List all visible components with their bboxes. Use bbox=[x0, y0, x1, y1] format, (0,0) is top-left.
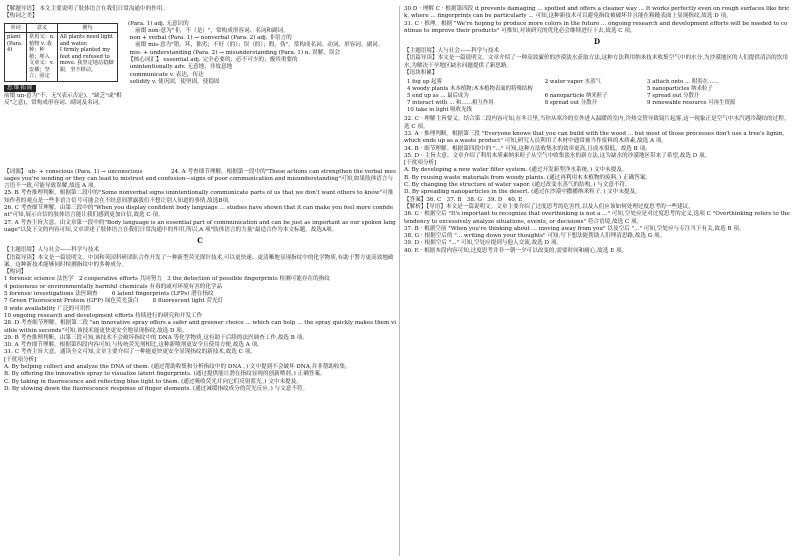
chunk-cell: 4 woody plants 木本植物;木本植物表面的特殊结构 bbox=[407, 86, 533, 93]
chunk-table bbox=[404, 79, 784, 114]
chunk-cell bbox=[644, 107, 784, 114]
chunk-cell: 9 renewable resource 可再生资源 bbox=[647, 100, 736, 107]
vocab-meanings: 常用义：n. 植物 v. 栽种；种植；埋入 文章义：v. 安插；坚立；固定 bbox=[27, 33, 58, 82]
chunk-cell: 5 nanoparticles 纳米粒子 bbox=[647, 86, 713, 93]
vocabulary-table-header bbox=[5, 23, 118, 33]
chunk-cell: 3 attach onto ... 附着在…… bbox=[647, 79, 719, 86]
chunk-cell: 6 nanoparticle 纳米粒子 bbox=[544, 93, 608, 100]
vocab-word: plant (Para. 4) bbox=[5, 33, 27, 82]
chunk-cell: 2 water vapor 水蒸气 bbox=[544, 79, 601, 86]
vocabulary-table bbox=[4, 23, 118, 82]
chunk-cell: 5 end up as ... 最后成为 bbox=[407, 93, 469, 100]
answers-seven-choose-five: 【答案】36. C 37. B 38. G 39. D 40. E 【解析】【导语】本文是一篇说明文。文章主要介绍了过度思考的危害性,以及人们应该如何处理过度思考的一些建议。 36. C · 根据空后 "It's important to recognize that overthinking is not a ..." 可知,空处应是对过度思考的定义,选项 C "Overthinking refers to the tendency to excessively analyze situations, events, or decisions" 符合语境,故选 C 项。 37. B · 根据空前 "When you're thinking about ... moving away from you" 以及空后 "..." 可知,空处应与专注当下有关,故选 B 项。 38. G · 根据空后的 "... writing down your thoughts" 可知,写下想法能帮助人们理清思路,故选 G 项。 39. D · 根据空后 "..." 可知,空处应提到与他人交流,故选 D 项。 40. E · 根据本段内容可知,过度思考并非一朝一夕可以改变的,需要时间和耐心,故选 E 项。 bbox=[404, 196, 790, 254]
chunk-cell: 8 spread out 分散开 bbox=[544, 100, 597, 107]
chunk-row bbox=[404, 107, 784, 114]
answers-top-right: 30 D · 理解 C · 根据第四段 it prevents damaging ... spotted and offers a cleaner way ... It works perfectly even on rough surfaces like brick, where ... fingerprints can be particularly ... 可知,这种新技术可以避免指纹被破坏并且能在粗糙表面上显现指纹,故选 D 项。 31. C · 推理。根据 "We're hoping to produce more colors in the future ... ongoing research and development efforts will be needed to continue to improve their products" 可推知,对该研究的优化必会继续进行下去,故选 C 项。 bbox=[404, 6, 790, 34]
vocabulary-table-wrapper bbox=[4, 21, 122, 169]
word-formation-notes bbox=[128, 21, 396, 169]
topic-d: 【主题语境】人与社会——科学与技术 【语篇导读】本文是一篇说明文。文章介绍了一种高效廉价的沙漠淡水获取方法,这种方法利用纳米技术收集空气中的水分,为沙漠地区的人们提供清洁的饮用水,为解决干旱地区缺水问题提供了新思路。 【语块积累】 bbox=[404, 48, 788, 77]
vocabulary-block bbox=[4, 21, 396, 169]
column-divider bbox=[399, 6, 400, 556]
topic-c: 【主题语境】人与社会——科学与技术 【语篇导读】本文是一篇说明文。中国和英国科研团队合作开发了一种新型荧光探针技术,可以更快速、更清晰地显现指纹中的化学物质,有助于警方更高效地破案。这种新技术能够同时检测指纹中的多种成分。 【构词】 bbox=[4, 247, 394, 276]
chunk-cell: 7 interact with ... 和……相互作用 bbox=[407, 100, 494, 107]
vocabulary-table-row bbox=[5, 33, 118, 82]
vocab-examples: All plants need light and water. I firmly planted my feet and refused to move. 我坚定地站稳脚跟，坚不移动。 bbox=[57, 33, 117, 82]
intro-text: 【解题导语】 本文主要说明了肢体语言在我们日常沟通中的作用。 【构词之美】 bbox=[4, 6, 168, 20]
section-stamp: 思维拓展 bbox=[4, 85, 36, 92]
answers-part-b: 【词源】 uh- + conscious (Para. 1) → unconscious 24. A 考查细节理解。根据第一段中的"These actions can strengthen the verbal messages you're sending or they can lead to mistrust and confusion—signs of poor communication and misunderstanding"可知,如果肢体语言与言语不一致,可能导致误解,故选 A 项。 25. B 考查推理判断。根据第二段中的"Some nonverbal signs unintentionally communicate parts of us that we don't want others to know"可推知作者的观点是一些非语言信号可能会在不经意间泄露我们不想让别人知道的事情,故选B项。 26. C 考查细节理解。由第三段中的"When you display confident body language ... studies have shown that it can make you feel more confident"可知,展示自信的肢体语言能让我们感到更加自信,故选 C 项。 27. A 考查主旨大意。由文章第一段中的"Body language is an essential part of communication and can be just as important as our spoken language"以及下文的内容可知,文章讲述了肢体语言在我们日常沟通中的作用,所以,A 项"肢体语言的力量"最适合作为本文标题。故选A项。 bbox=[4, 168, 396, 233]
section-letter-d: D bbox=[593, 37, 601, 47]
left-column bbox=[4, 6, 396, 556]
answers-c: 28. D 考查细节理解。根据第二段 "an innovative spray offers a safer and greener choice ... which can help ... the spray quickly makes them visible within seconds"可知,该技术能更快更安全地显现指纹,故选 D 项。 29. B 考查推理判断。由第三段可知,该技术不会破坏指纹中的 DNA 等化学物质,这有助于后续的法医调查工作,故选 B 项。 30. A 考查细节理解。根据第四段内容可知,与传统荧光剂相比,这种新喷剂更安全且使用方便,故选 A 项。 31. C 考查主旨大意。通读全文可知,文章主要介绍了一种能更快更安全显现指纹的新技术,故选 C 项。 bbox=[4, 320, 397, 356]
header-word: 单词 bbox=[5, 23, 27, 33]
chunk-cell: 10 take in light 吸收光线 bbox=[407, 107, 472, 114]
right-column bbox=[404, 6, 790, 556]
chunk-cell bbox=[542, 107, 644, 114]
prefix-note: 前缀 un-意为"不，无"(表示否定)，"缺乏"或"相反"之意)，常构成形容词、副词及名词。 bbox=[4, 92, 122, 107]
chunk-cell: 7 spread out 分散开 bbox=[647, 93, 700, 100]
terms-c: 1 forensic science 法医学 2 cooperative efforts 共同努力 3 the detection of possible fingerprints 检测可能存在的指纹 4 poisonous or environmentally harmful chemicals 有毒的或对环境有害的化学品 5 forensic investigations 法医调查 6 latent fingerprints (LFPs) 潜在指纹 7 Green Fluorescent Protein (GFP) 绿色荧光蛋白 8 fluorescent light 荧光灯 9 wide availability 广泛的可用性 10 ongoing research and development efforts 持续进行的研究和开发工作 bbox=[4, 276, 330, 319]
header-meaning: 意义 bbox=[27, 23, 58, 33]
word-formation-text: (Para. 1) adj. 无意识的 前缀 non-意为"非，不（是）"，常构成形容词、名词和副词。 non + verbal (Para. 1) → nonverbal (Para. 2) adj. 非语言的 前缀 mis-意为"错，坏，拙劣；不好（的）；误（的）；假，伪"，常构成名词、动词、形容词、副词。 mis- + understanding (Para. 2) → misunderstanding (Para. 1) n. 误解，误会 【核心词汇】 essential adj. 完全必要的；必不可少的；极其重要的 unintentionally adv. 无意地；非故意地 communicate v. 表达，传达 solidify v. 使巩固，使坚固，使稳固 bbox=[128, 20, 384, 85]
header-example: 例句 bbox=[57, 23, 117, 33]
answers-d: 32. C · 理解主旨要义。结合第二段内容可知,在冬日里,当你从寒冷的室外进入温暖的室内,冷热交替导致镜片起雾,这一现象正是空气中水汽遇冷凝结的过程。选 C 项。 33. A · 推理判断。根据第三段 "Everyone knows that you can build with the wood ... but most of those processes don't use a tree's lignin, which ends up as a waste product" 可知,研究人员利用了木材中通常被当作废料的木质素,故选 A 项。 34. B · 细节理解。根据第四段中的 "..." 可知,这种方法收集水的效率更高,且成本很低。故选 B 项。 35. D · 主旨大意。文章介绍了利用木质素纳米粒子从空气中收集淡水的新方法,这为缺水的沙漠地区带来了希望,故选 D 项。 [干扰项分析] A. By developing a new water filter system. (通过开发新型净水系统。) 文中未提及。 B. By reusing waste materials from woody plants. (通过再利用木本植物的废料。) 正确答案。 C. By changing the structure of water vapor. (通过改变水蒸气的结构。) 与文意不符。 D. By spreading nanoparticles in the desert. (通过在沙漠中撒播纳米粒子。) 文中未提及。 bbox=[404, 116, 790, 196]
distractor-analysis-c: [干扰项分析] A. By helping collect and analyze the DNA of them. (通过帮助收集和分析指纹中的 DNA 。) 文中提到不会破坏 DNA,并非帮助收集。 B. By offering the innovative spray to visualize latent fingerprints. (通过提供能让潜在指纹显现的创新喷剂。) 正确答案。 C. By taking in fluorescence and reflecting blue light to them. (通过吸收荧光并向它们反射蓝光。) 文中未提及。 D. By slowing down the fluorescence response of finger elements. (通过减缓指纹成分的荧光反应。) 与文意不符。 bbox=[4, 356, 351, 392]
chunk-cell: 1 fog up 起雾 bbox=[407, 79, 442, 86]
section-letter-c: C bbox=[197, 236, 203, 246]
